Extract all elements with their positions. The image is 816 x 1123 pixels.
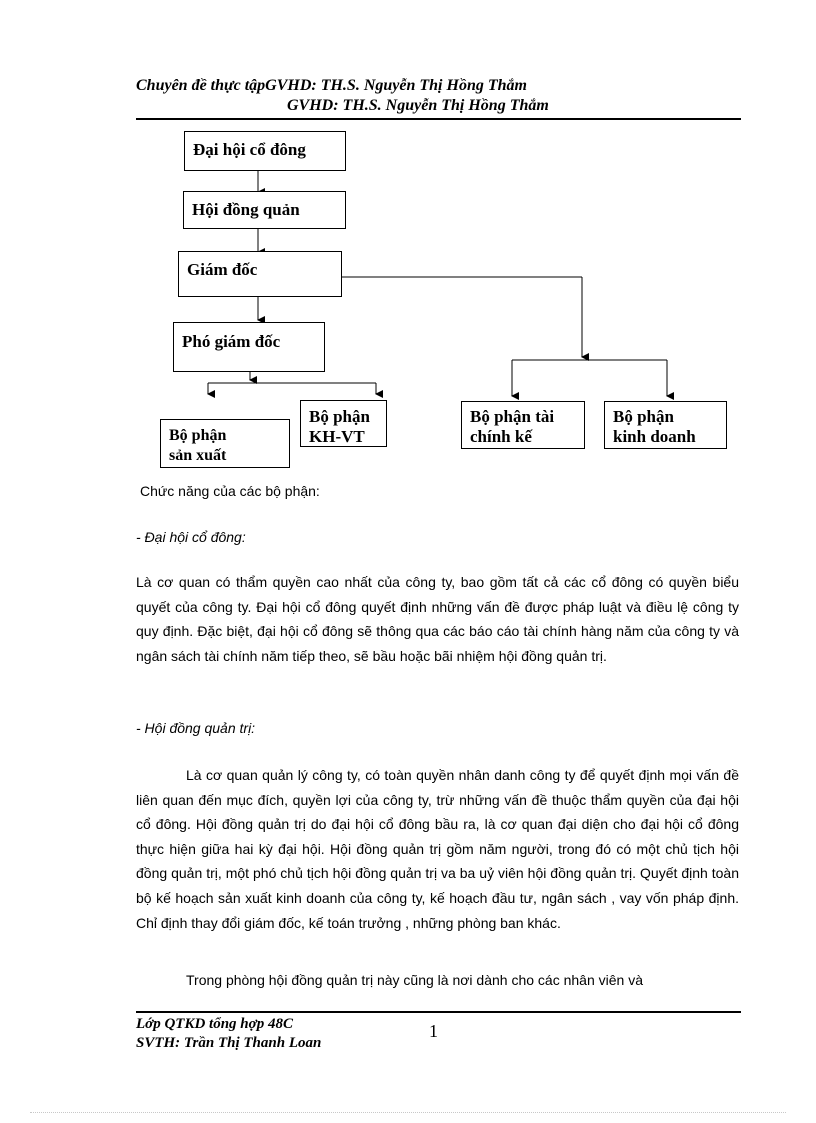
paragraph-shareholders: Là cơ quan có thẩm quyền cao nhất của công ty, bao gồm tất cả các cổ đông có quyền biểu quyết của công ty. Đại hội cổ đông quyết định những vấn đề được pháp luật và điều lệ công ty quy định. Đặc biệt, đại hội cổ đông sẽ thông qua các báo cáo tài chính hàng năm của công ty và ngân sách tài chính năm tiếp theo, sẽ bầu hoặc bãi nhiệm hội đồng quản trị. bbox=[136, 574, 739, 664]
box-shareholders-meeting bbox=[184, 131, 346, 171]
box-shareholders-label: Đại hội cổ đông bbox=[193, 140, 306, 159]
footer-class: Lớp QTKD tổng hợp 48C bbox=[136, 1016, 293, 1032]
page-number: 1 bbox=[429, 1021, 438, 1041]
box-finance-line2: chính kế bbox=[470, 427, 532, 446]
box-finance-line1: Bộ phận tài bbox=[470, 407, 555, 426]
box-planning-line2: KH-VT bbox=[309, 427, 365, 446]
page-bottom-border bbox=[30, 1112, 786, 1113]
box-production-line2: sản xuất bbox=[169, 447, 227, 464]
section-caption: Chức năng của các bộ phận: bbox=[140, 483, 320, 499]
heading-board: - Hội đồng quản trị: bbox=[136, 720, 256, 736]
footer-divider bbox=[136, 1011, 741, 1013]
box-sales-line2: kinh doanh bbox=[613, 427, 696, 446]
box-production bbox=[160, 419, 290, 468]
header-title-line2: GVHD: TH.S. Nguyễn Thị Hồng Thắm bbox=[287, 97, 549, 114]
paragraph-board: Là cơ quan quản lý công ty, có toàn quyền nhân danh công ty để quyết định mọi vấn đề liên quan đến mục đích, quyền lợi của công ty, trừ những vấn đề thuộc thẩm quyền của đại hội cổ đông. Hội đồng quản trị do đại hội cổ đông bầu ra, là cơ quan đại diện cho đại hội cổ đông thực hiện giữa hai kỳ đại hội. Hội đồng quản trị gồm năm người, trong đó có một chủ tịch hội đồng quản trị, một phó chủ tịch hội đồng quản trị va ba uỷ viên hội đồng quản trị. Quyết định toàn bộ kế hoạch sản xuất kinh doanh của công ty, kế hoạch đầu tư, ngân sách , vay vốn pháp định. Chỉ định thay đổi giám đốc, kế toán trưởng , những phòng ban khác. bbox=[136, 767, 739, 931]
box-director bbox=[178, 251, 342, 297]
paragraph-board-continued: Trong phòng hội đồng quản trị này cũng là nơi dành cho các nhân viên và bbox=[186, 972, 643, 988]
box-planning-line1: Bộ phận bbox=[309, 407, 370, 426]
box-planning bbox=[300, 400, 387, 447]
box-production-line1: Bộ phận bbox=[169, 427, 227, 444]
box-board-label: Hội đồng quản bbox=[192, 200, 300, 219]
header-title-line1: Chuyên đề thực tậpGVHD: TH.S. Nguyễn Thị Hồng Thắm bbox=[136, 77, 527, 94]
box-board-of-directors bbox=[183, 191, 346, 229]
box-sales bbox=[604, 401, 727, 449]
heading-shareholders: - Đại hội cổ đông: bbox=[136, 529, 246, 545]
footer-student: SVTH: Trần Thị Thanh Loan bbox=[136, 1035, 322, 1051]
box-finance bbox=[461, 401, 585, 449]
box-sales-line1: Bộ phận bbox=[613, 407, 674, 426]
box-vice-director bbox=[173, 322, 325, 372]
box-director-label: Giám đốc bbox=[187, 260, 258, 279]
box-vice-director-label: Phó giám đốc bbox=[182, 332, 281, 351]
